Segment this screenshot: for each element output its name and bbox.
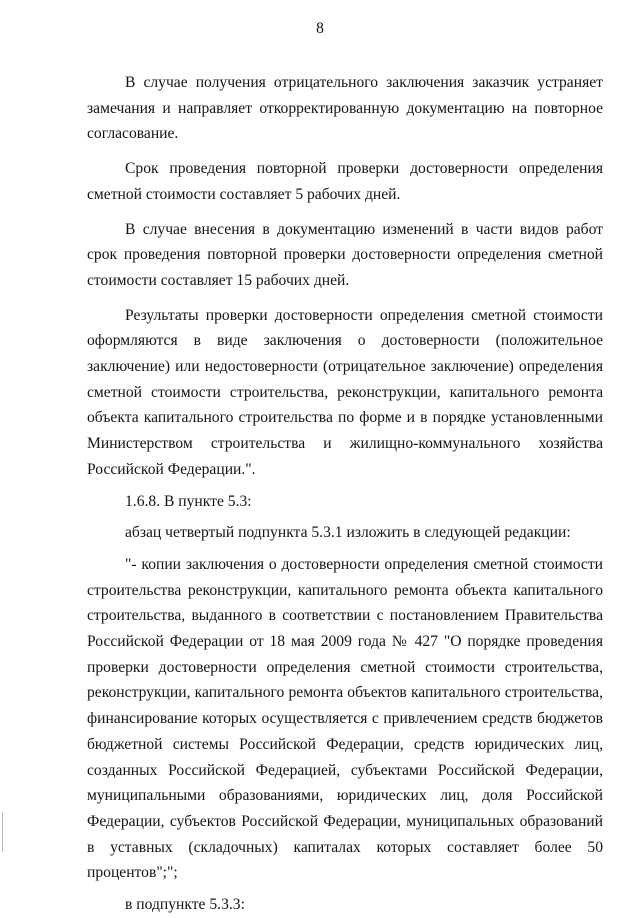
paragraph-quoted-copy: "- копии заключения о достоверности определения сметной стоимости строительства реконструкции, капитального ремонта объекта капитального строительства, выданного в соответствии с постановлением Правительства Российской Федерации от 18 мая 2009 года № 427 "О порядке проведения проверки достоверности определения сметной стоимости строительства, реконструкции, капитального ремонта объектов капитального строительства, финансирование которых осуществляется с привлечением средств бюджетов бюджетной системы Российской Федерации, средств юридических лиц, созданных Российской Федерацией, субъектами Российской Федерации, муниципальными образованиями, юридических лиц, доля Российской Федерации, субъектов Российской Федерации, муниципальных образований в уставных (складочных) капиталах которых составляет более 50 процентов";"; xyxy=(87,555,603,882)
paragraph-results: Результаты проверки достоверности определения сметной стоимости оформляются в виде заключения о достоверности (положительное заключение) или недостоверности (отрицательное заключение) определения сметной стоимости строительства, реконструкции, капитального ремонта объекта капитального строительства по форме и в порядке установленными Министерством строительства и жилищно-коммунального хозяйства Российской Федерации.". xyxy=(87,306,603,478)
paragraph-recheck-term: Срок проведения повторной проверки достоверности определения сметной стоимости составляет 5 рабочих дней. xyxy=(87,160,603,203)
paragraph-gap xyxy=(87,147,603,156)
paragraph-negative-conclusion: В случае получения отрицательного заключения заказчик устраняет замечания и направляет откорректированную документацию на повторное согласование. xyxy=(87,74,603,143)
paragraph-item-1-6-8: 1.6.8. В пункте 5.3: xyxy=(125,492,252,510)
paragraph-gap xyxy=(87,208,603,217)
paragraph-subitem-5-3-1: абзац четвертый подпункта 5.3.1 изложить в следующей редакции: xyxy=(125,524,571,542)
page-number: 8 xyxy=(316,20,324,37)
scan-edge-left xyxy=(2,812,3,852)
paragraph-subitem-5-3-3: в подпункте 5.3.3: xyxy=(125,896,245,914)
paragraph-gap xyxy=(87,294,603,303)
document-body xyxy=(87,70,603,918)
paragraph-changes-term: В случае внесения в документацию изменений в части видов работ срок проведения повторной проверки достоверности определения сметной стоимости составляет 15 рабочих дней. xyxy=(87,220,603,289)
